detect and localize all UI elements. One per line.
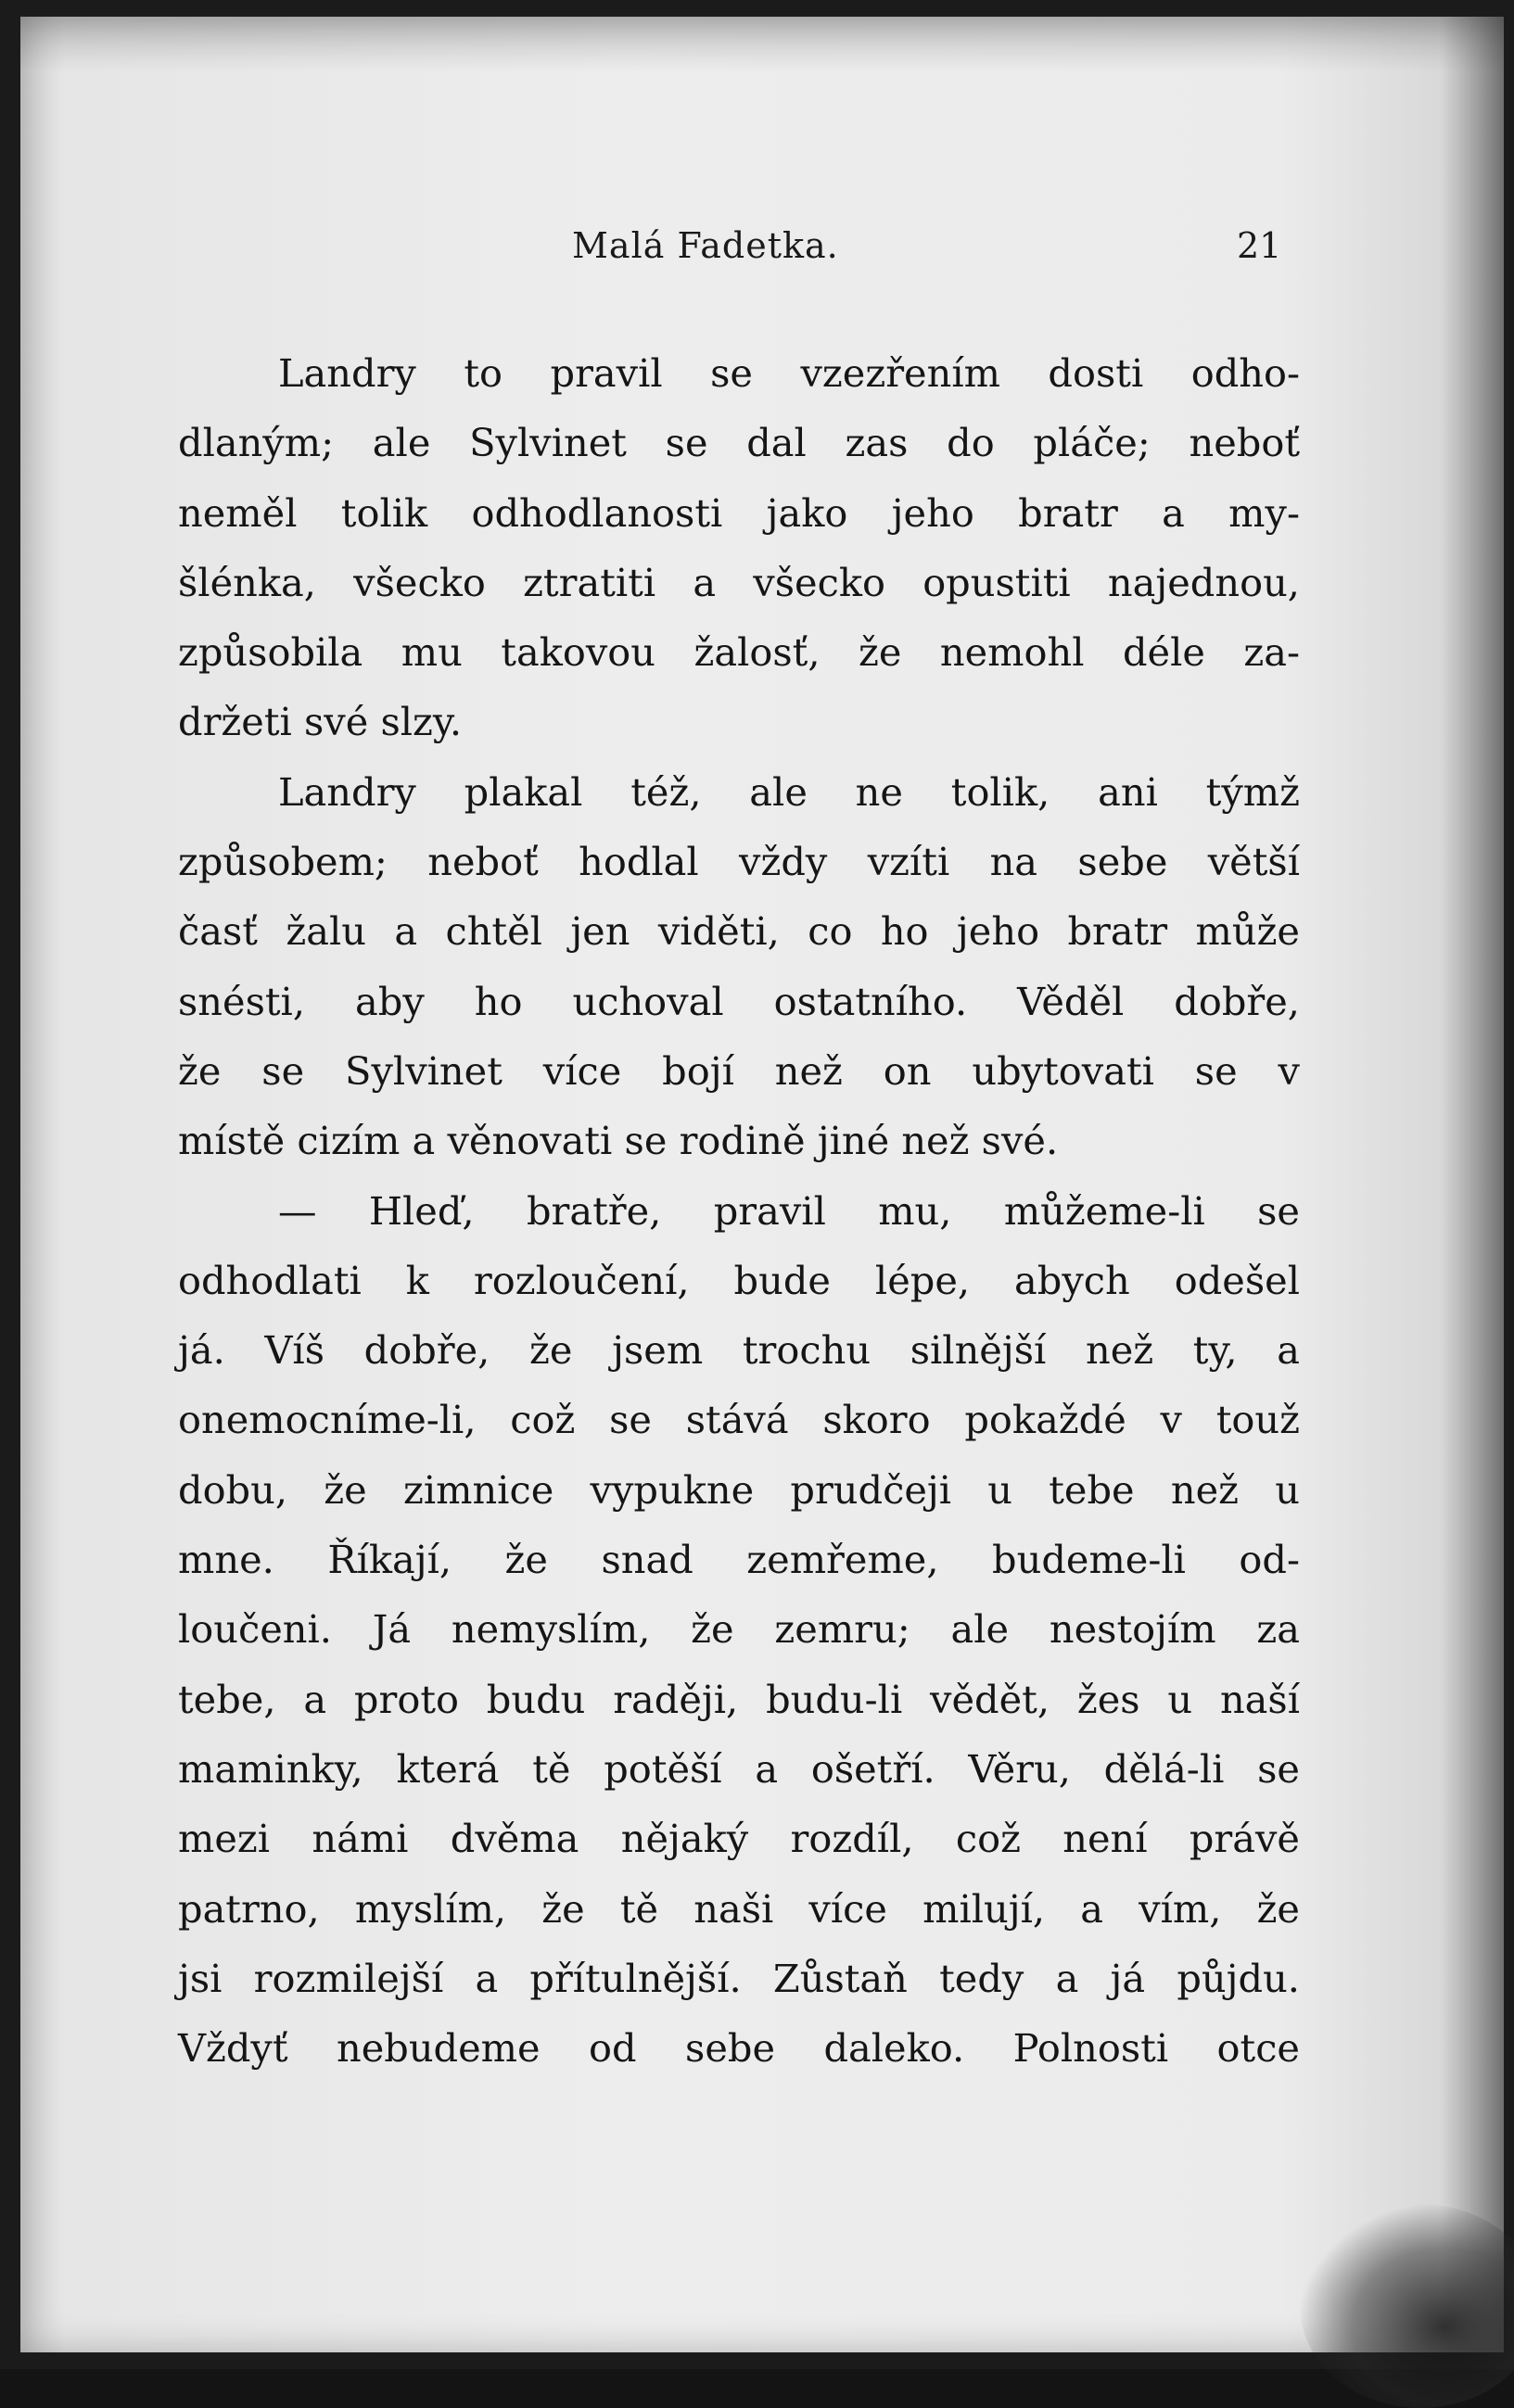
text-line: Landry to pravil se vzezřením dosti odho- <box>278 350 1300 396</box>
body-text <box>178 338 1300 2083</box>
text-line: jsi rozmilejší a přítulnější. Zůstaň tedy a já půjdu. <box>178 1955 1300 2001</box>
text-line: odhodlati k rozloučení, bude lépe, abych odešel <box>178 1257 1300 1303</box>
text-line: já. Víš dobře, že jsem trochu silnější než ty, a <box>178 1327 1300 1374</box>
text-line: způsobem; neboť hodlal vždy vzíti na sebe větší <box>178 839 1300 885</box>
text-line: že se Sylvinet více bojí než on ubytovati se v <box>178 1047 1300 1094</box>
page-top-shadow <box>20 17 1504 72</box>
text-line: neměl tolik odhodlanosti jako jeho bratr a my- <box>178 489 1300 536</box>
corner-thumb-shadow <box>1300 2204 1514 2408</box>
text-line: maminky, která tě potěší a ošetří. Věru, dělá-li se <box>178 1745 1300 1792</box>
text-line: šlénka, všecko ztratiti a všecko opustiti najednou, <box>178 559 1300 605</box>
text-line: snésti, aby ho uchoval ostatního. Věděl dobře, <box>178 978 1300 1024</box>
page-number: 21 <box>1237 225 1282 266</box>
text-line: — Hleď, bratře, pravil mu, můžeme-li se <box>278 1187 1300 1234</box>
text-line: mne. Říkají, že snad zemřeme, budeme-li od- <box>178 1537 1300 1583</box>
text-line: dobu, že zimnice vypukne prudčeji u tebe než u <box>178 1466 1300 1513</box>
text-line: dlaným; ale Sylvinet se dal zas do pláče; neboť <box>178 420 1300 466</box>
text-line: časť žalu a chtěl jen viděti, co ho jeho bratr může <box>178 908 1300 955</box>
text-line: mezi námi dvěma nějaký rozdíl, což není právě <box>178 1816 1300 1862</box>
text-line: držeti své slzy. <box>178 699 463 745</box>
text-line: Vždyť nebudeme od sebe daleko. Polnosti otce <box>178 2025 1300 2072</box>
page-edge-shadow <box>1439 17 1504 2352</box>
text-line: způsobila mu takovou žalosť, že nemohl déle za- <box>178 629 1300 676</box>
text-line: tebe, a proto budu raději, budu-li vědět, žes u naší <box>178 1676 1300 1722</box>
text-line: patrno, myslím, že tě naši více milují, a vím, že <box>178 1885 1300 1932</box>
text-line: loučeni. Já nemyslím, že zemru; ale nestojím za <box>178 1606 1300 1653</box>
text-line: Landry plakal též, ale ne tolik, ani týmž <box>278 768 1300 815</box>
running-title: Malá Fadetka. <box>572 225 839 266</box>
text-line: onemocníme-li, což se stává skoro pokaždé v touž <box>178 1397 1300 1443</box>
text-line: místě cizím a věnovati se rodině jiné než své. <box>178 1118 1059 1164</box>
